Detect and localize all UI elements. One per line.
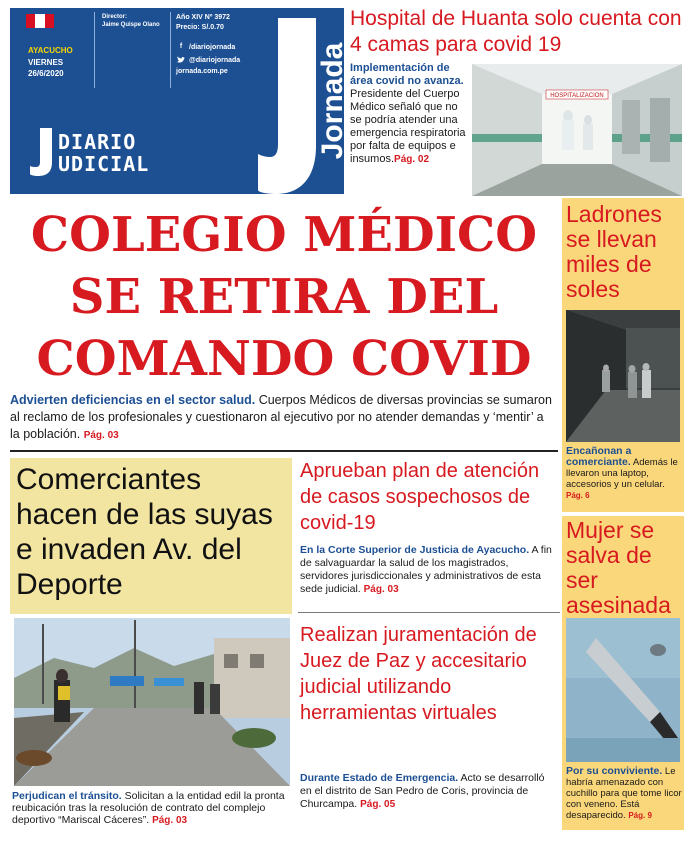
website-text: jornada.com.pe [176, 68, 228, 75]
hospital-corridor-photo [472, 64, 682, 196]
twitter-text: @diariojornada [189, 56, 241, 64]
edition-day: VIERNES [28, 58, 64, 67]
judicial-text: UDICIAL [58, 152, 150, 176]
plan-lead: En la Corte Superior de Justicia de Ayacucho. A fin de salvaguardar la salud de los magistrados, servidores jurisdiccionales y administrativos de esta sede judicial. Pág. 03 [300, 544, 552, 595]
plan-headline[interactable]: Aprueban plan de atención de casos sospechosos de covid-19 [300, 460, 540, 534]
director-name: Jaime Quispe Olano [102, 22, 160, 28]
diario-judicial-logo [30, 128, 180, 176]
twitter-icon [176, 55, 186, 65]
page-reference: Pág. 9 [628, 811, 652, 820]
diario-text: DIARIO [58, 130, 137, 154]
diario-judicial-j-icon [30, 128, 56, 176]
main-headline[interactable]: COLEGIO MÉDICO SE RETIRA DEL COMANDO COVID [30, 207, 538, 387]
page-reference: Pág. 03 [83, 430, 119, 441]
masthead [10, 8, 349, 194]
knife-photo [566, 618, 680, 762]
edition-price: Precio: S/.0.70 [176, 24, 224, 31]
hospital-sign: HOSPITALIZACION [550, 93, 604, 99]
robbery-cctv-photo [566, 310, 680, 442]
facebook-handle[interactable] [176, 42, 235, 52]
facebook-icon: f [179, 43, 183, 50]
page-reference: Pág. 03 [152, 815, 188, 826]
facebook-text: /diariojornada [189, 43, 236, 51]
top-story-headline[interactable]: Hospital de Huanta solo cuenta con 4 camas para covid 19 [350, 7, 682, 56]
comerciantes-caption: Perjudican el tránsito. Solicitan a la entidad edil la pronta reubicación tras la resolución de contrato del complejo deportivo “Mariscal Cáceres”. Pág. 03 [12, 790, 285, 826]
juramentacion-lead: Durante Estado de Emergencia. Acto se desarrolló en el distrito de San Pedro de Coris, provincia de Churcampa. Pág. 05 [300, 772, 545, 810]
brand-vertical: Jornada [316, 42, 349, 160]
masthead-divider [94, 12, 95, 88]
ladrones-caption: Encañonan a comerciante. Además le llevaron una laptop, accesorios y un celular. Pág. 6 [566, 445, 678, 500]
twitter-handle[interactable] [176, 55, 240, 65]
mujer-headline[interactable]: Mujer se salva de ser asesinada [566, 517, 671, 618]
page-reference: Pág. 05 [360, 799, 396, 810]
website-link[interactable] [176, 68, 228, 75]
street-vendors-photo [14, 618, 290, 786]
edition-date: 26/6/2020 [28, 69, 64, 78]
page-reference: Pág. 6 [566, 491, 590, 500]
section-divider [10, 450, 558, 452]
edition-number: Año XIV Nº 3972 [176, 14, 230, 21]
page-reference: Pág. 03 [363, 584, 399, 595]
top-story-lead: Implementación de área covid no avanza. Presidente del Cuerpo Médico señaló que no se podría atender una emergencia respiratoria por falta de equipos e insumos.Pág. 02 [350, 62, 466, 165]
page-reference: Pág. 02 [394, 154, 430, 165]
mujer-caption: Por su conviviente. Le habría amenazado con cuchillo para que tome licor con veneno. Está desaparecido. Pág. 9 [566, 765, 682, 821]
juramentacion-headline[interactable]: Realizan juramentación de Juez de Paz y accesitario judicial utilizando herramientas virtuales [300, 624, 537, 724]
jornada-j-logo-icon [258, 18, 316, 194]
story-divider [298, 612, 560, 613]
comerciantes-headline[interactable]: Comerciantes hacen de las suyas e invaden Av. del Deporte [16, 463, 273, 601]
masthead-divider [170, 12, 171, 88]
peru-flag-icon [26, 14, 54, 28]
ladrones-headline[interactable]: Ladrones se llevan miles de soles [566, 201, 662, 302]
director-label: Director: [102, 14, 128, 20]
edition-city: AYACUCHO [28, 46, 73, 55]
main-story-lead: Advierten deficiencias en el sector salud. Cuerpos Médicos de diversas provincias se sumaron al reclamo de los profesionales y cuestionaron al ejecutivo por no atender demandas y ‘mentir’ a la población. Pág. 03 [10, 393, 552, 441]
